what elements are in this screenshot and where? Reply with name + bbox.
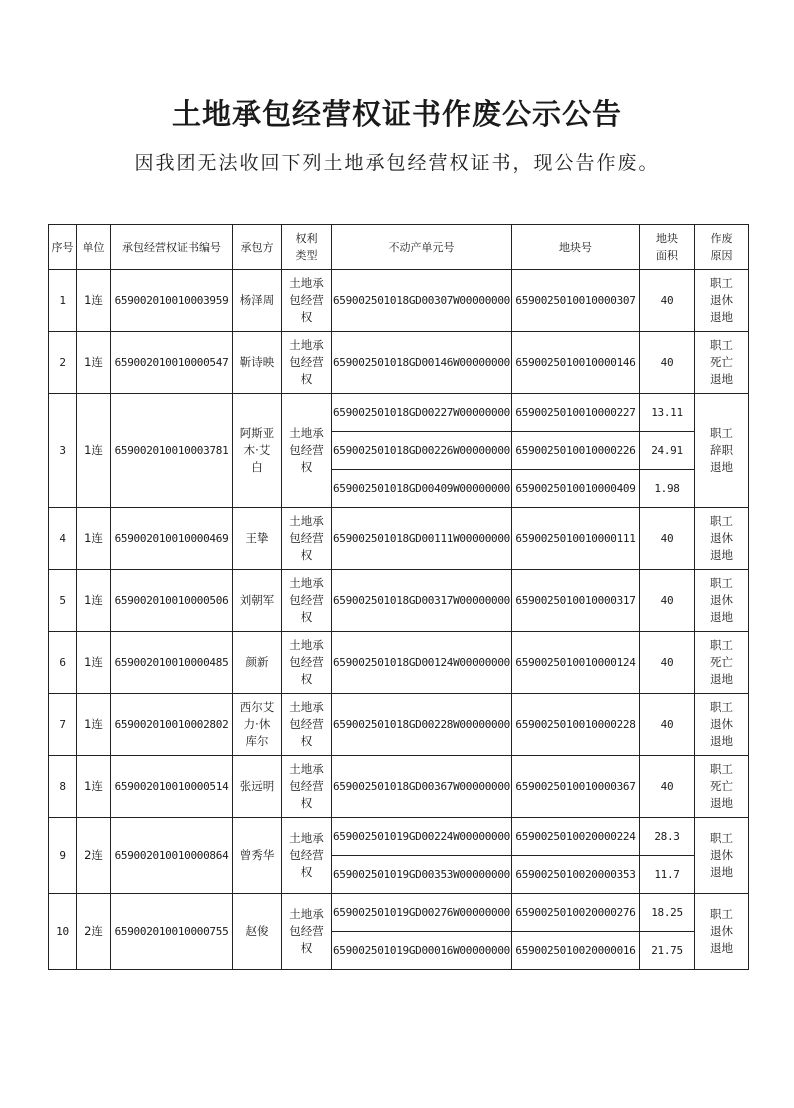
cell-property-no: 659002501018GD00124W00000000	[332, 632, 512, 694]
cell-area: 40	[640, 694, 695, 756]
cell-reason: 职工 退休 退地	[695, 508, 749, 570]
cell-seq: 10	[49, 894, 77, 970]
cell-parcel-no: 6590025010010000124	[512, 632, 640, 694]
cell-property-no: 659002501018GD00146W00000000	[332, 332, 512, 394]
cell-cert-no: 659002010010000485	[111, 632, 233, 694]
cell-reason: 职工 死亡 退地	[695, 332, 749, 394]
table-row	[49, 632, 749, 694]
cell-property-no: 659002501018GD00367W00000000	[332, 756, 512, 818]
cell-seq: 8	[49, 756, 77, 818]
cell-property-no: 659002501018GD00227W00000000	[332, 394, 512, 432]
table-body	[49, 270, 749, 970]
cell-property-no: 659002501018GD00228W00000000	[332, 694, 512, 756]
cell-unit: 1连	[77, 270, 111, 332]
table-row	[49, 394, 749, 432]
cell-right-type: 土地承 包经营 权	[282, 694, 332, 756]
cell-property-no: 659002501018GD00317W00000000	[332, 570, 512, 632]
intro-text: 因我团无法收回下列土地承包经营权证书，现公告作废。	[134, 152, 660, 174]
cell-reason: 职工 死亡 退地	[695, 756, 749, 818]
table-row	[49, 508, 749, 570]
cell-contractor: 颜新	[233, 632, 282, 694]
cell-contractor: 王挚	[233, 508, 282, 570]
header-contractor: 承包方	[233, 225, 282, 270]
cell-area: 13.11	[640, 394, 695, 432]
cell-parcel-no: 6590025010010000111	[512, 508, 640, 570]
cell-reason: 职工 退休 退地	[695, 894, 749, 970]
cell-seq: 2	[49, 332, 77, 394]
cell-property-no: 659002501019GD00353W00000000	[332, 856, 512, 894]
page-title: 土地承包经营权证书作废公示公告	[171, 97, 622, 131]
cell-contractor: 阿斯亚 木·艾 白	[233, 394, 282, 508]
cell-parcel-no: 6590025010010000317	[512, 570, 640, 632]
cell-parcel-no: 6590025010010000228	[512, 694, 640, 756]
cell-reason: 职工 辞职 退地	[695, 394, 749, 508]
certificate-table	[48, 224, 749, 970]
table-row	[49, 818, 749, 856]
cell-area: 1.98	[640, 470, 695, 508]
cell-parcel-no: 6590025010020000353	[512, 856, 640, 894]
header-reason: 作废 原因	[695, 225, 749, 270]
table-header	[49, 225, 749, 270]
cell-unit: 1连	[77, 694, 111, 756]
cell-area: 40	[640, 632, 695, 694]
cell-seq: 3	[49, 394, 77, 508]
cell-right-type: 土地承 包经营 权	[282, 894, 332, 970]
cell-right-type: 土地承 包经营 权	[282, 756, 332, 818]
cell-reason: 职工 退休 退地	[695, 694, 749, 756]
header-property-no: 不动产单元号	[332, 225, 512, 270]
cell-cert-no: 659002010010000506	[111, 570, 233, 632]
cell-parcel-no: 6590025010010000227	[512, 394, 640, 432]
cell-parcel-no: 6590025010020000224	[512, 818, 640, 856]
cell-right-type: 土地承 包经营 权	[282, 332, 332, 394]
table-row	[49, 894, 749, 932]
cell-area: 40	[640, 570, 695, 632]
cell-contractor: 靳诗映	[233, 332, 282, 394]
cell-parcel-no: 6590025010020000016	[512, 932, 640, 970]
cell-seq: 9	[49, 818, 77, 894]
cell-area: 11.7	[640, 856, 695, 894]
cell-right-type: 土地承 包经营 权	[282, 818, 332, 894]
cell-unit: 1连	[77, 508, 111, 570]
cell-reason: 职工 退休 退地	[695, 270, 749, 332]
cell-property-no: 659002501019GD00224W00000000	[332, 818, 512, 856]
cell-property-no: 659002501018GD00111W00000000	[332, 508, 512, 570]
cell-parcel-no: 6590025010010000307	[512, 270, 640, 332]
table-row	[49, 694, 749, 756]
cell-unit: 1连	[77, 756, 111, 818]
cell-cert-no: 659002010010003959	[111, 270, 233, 332]
cell-contractor: 刘朝军	[233, 570, 282, 632]
cell-area: 18.25	[640, 894, 695, 932]
cell-right-type: 土地承 包经营 权	[282, 570, 332, 632]
cell-cert-no: 659002010010000864	[111, 818, 233, 894]
cell-contractor: 杨泽周	[233, 270, 282, 332]
cell-contractor: 赵俊	[233, 894, 282, 970]
header-parcel-no: 地块号	[512, 225, 640, 270]
header-area: 地块 面积	[640, 225, 695, 270]
cell-reason: 职工 退休 退地	[695, 570, 749, 632]
cell-unit: 1连	[77, 394, 111, 508]
cell-right-type: 土地承 包经营 权	[282, 632, 332, 694]
cell-cert-no: 659002010010000469	[111, 508, 233, 570]
header-seq: 序号	[49, 225, 77, 270]
cell-cert-no: 659002010010000755	[111, 894, 233, 970]
cell-area: 21.75	[640, 932, 695, 970]
cell-seq: 6	[49, 632, 77, 694]
cell-property-no: 659002501018GD00307W00000000	[332, 270, 512, 332]
cell-unit: 2连	[77, 818, 111, 894]
cell-unit: 1连	[77, 332, 111, 394]
header-unit: 单位	[77, 225, 111, 270]
cell-property-no: 659002501019GD00016W00000000	[332, 932, 512, 970]
cell-area: 40	[640, 270, 695, 332]
cell-area: 24.91	[640, 432, 695, 470]
cell-area: 28.3	[640, 818, 695, 856]
cell-seq: 7	[49, 694, 77, 756]
table-row	[49, 756, 749, 818]
cell-area: 40	[640, 508, 695, 570]
cell-contractor: 曾秀华	[233, 818, 282, 894]
cell-reason: 职工 死亡 退地	[695, 632, 749, 694]
cell-contractor: 西尔艾 力·休 库尔	[233, 694, 282, 756]
cell-cert-no: 659002010010003781	[111, 394, 233, 508]
cell-property-no: 659002501018GD00409W00000000	[332, 470, 512, 508]
cell-cert-no: 659002010010002802	[111, 694, 233, 756]
cell-unit: 1连	[77, 632, 111, 694]
cell-parcel-no: 6590025010010000367	[512, 756, 640, 818]
cell-cert-no: 659002010010000514	[111, 756, 233, 818]
cell-seq: 1	[49, 270, 77, 332]
cell-parcel-no: 6590025010010000409	[512, 470, 640, 508]
cell-cert-no: 659002010010000547	[111, 332, 233, 394]
cell-right-type: 土地承 包经营 权	[282, 270, 332, 332]
table-row	[49, 270, 749, 332]
cell-property-no: 659002501019GD00276W00000000	[332, 894, 512, 932]
cell-unit: 1连	[77, 570, 111, 632]
cell-property-no: 659002501018GD00226W00000000	[332, 432, 512, 470]
cell-seq: 4	[49, 508, 77, 570]
cell-parcel-no: 6590025010010000226	[512, 432, 640, 470]
table-row	[49, 332, 749, 394]
cell-parcel-no: 6590025010010000146	[512, 332, 640, 394]
cell-right-type: 土地承 包经营 权	[282, 508, 332, 570]
cell-contractor: 张远明	[233, 756, 282, 818]
cell-seq: 5	[49, 570, 77, 632]
header-cert-no: 承包经营权证书编号	[111, 225, 233, 270]
table-row	[49, 570, 749, 632]
cell-reason: 职工 退休 退地	[695, 818, 749, 894]
cell-right-type: 土地承 包经营 权	[282, 394, 332, 508]
cell-parcel-no: 6590025010020000276	[512, 894, 640, 932]
cell-area: 40	[640, 332, 695, 394]
cell-unit: 2连	[77, 894, 111, 970]
cell-area: 40	[640, 756, 695, 818]
header-right-type: 权利 类型	[282, 225, 332, 270]
